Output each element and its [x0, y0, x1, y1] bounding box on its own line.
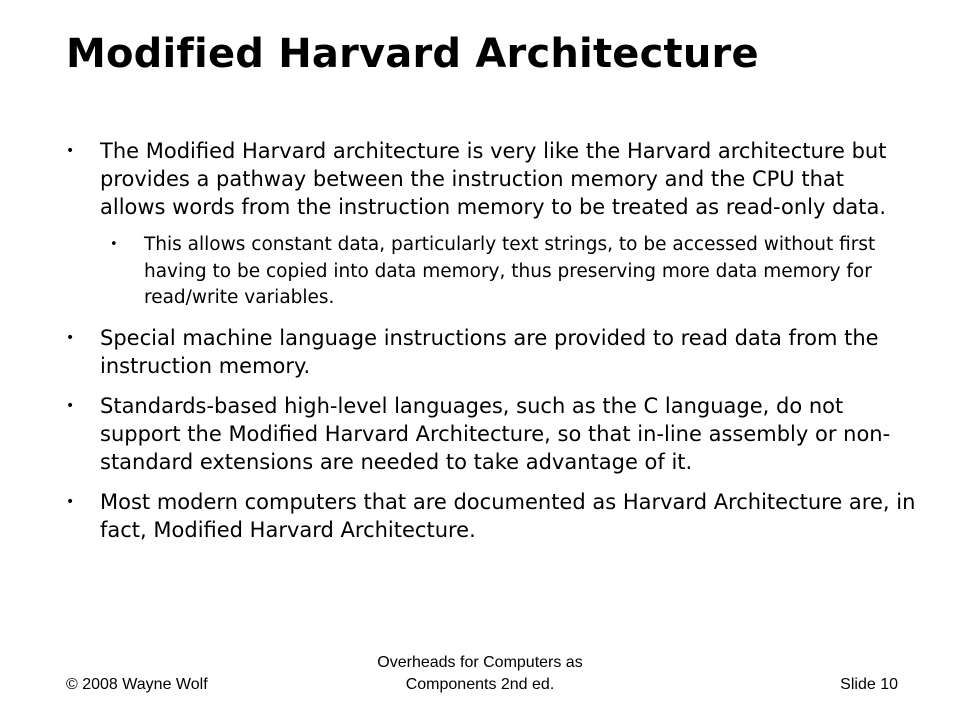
bullet-dot-icon: •: [66, 397, 75, 414]
footer-course-line-1: Overheads for Computers as: [377, 654, 583, 671]
bullet-text: Special machine language instructions are provided to read data from the instruction memory.: [100, 325, 879, 378]
slide-body: [66, 137, 916, 556]
bullet-dot-icon: •: [110, 237, 118, 252]
slide-title: Modified Harvard Architecture: [66, 31, 759, 77]
bullet-item: [66, 324, 916, 380]
sub-bullet-item: [110, 232, 916, 312]
bullet-item: [66, 392, 916, 476]
bullet-text: The Modified Harvard architecture is very like the Harvard architecture but provides a pathway between the instruction memory and the CPU that allows words from the instruction memory to be treated as read-only data.: [100, 139, 887, 219]
footer-course-line-2: Components 2nd ed.: [405, 676, 555, 693]
bullet-dot-icon: •: [66, 143, 75, 159]
bullet-dot-icon: •: [66, 329, 75, 346]
bullet-item: [66, 137, 916, 221]
bullet-dot-icon: •: [66, 493, 75, 510]
bullet-text: Most modern computers that are documented as Harvard Architecture are, in fact, Modified Harvard Architecture.: [100, 489, 916, 542]
footer-course-title: [330, 652, 630, 696]
footer-copyright: © 2008 Wayne Wolf: [66, 676, 208, 693]
footer-slide-number: Slide 10: [840, 676, 898, 693]
bullet-text: Standards-based high-level languages, such as the C language, do not support the Modified Harvard Architecture, so that in-line assembly or non-standard extensions are needed to take advantage of it.: [100, 393, 891, 474]
sub-bullet-text: This allows constant data, particularly text strings, to be accessed without first having to be copied into data memory, thus preserving more data memory for read/write variables.: [144, 234, 876, 308]
bullet-item: [66, 488, 916, 544]
